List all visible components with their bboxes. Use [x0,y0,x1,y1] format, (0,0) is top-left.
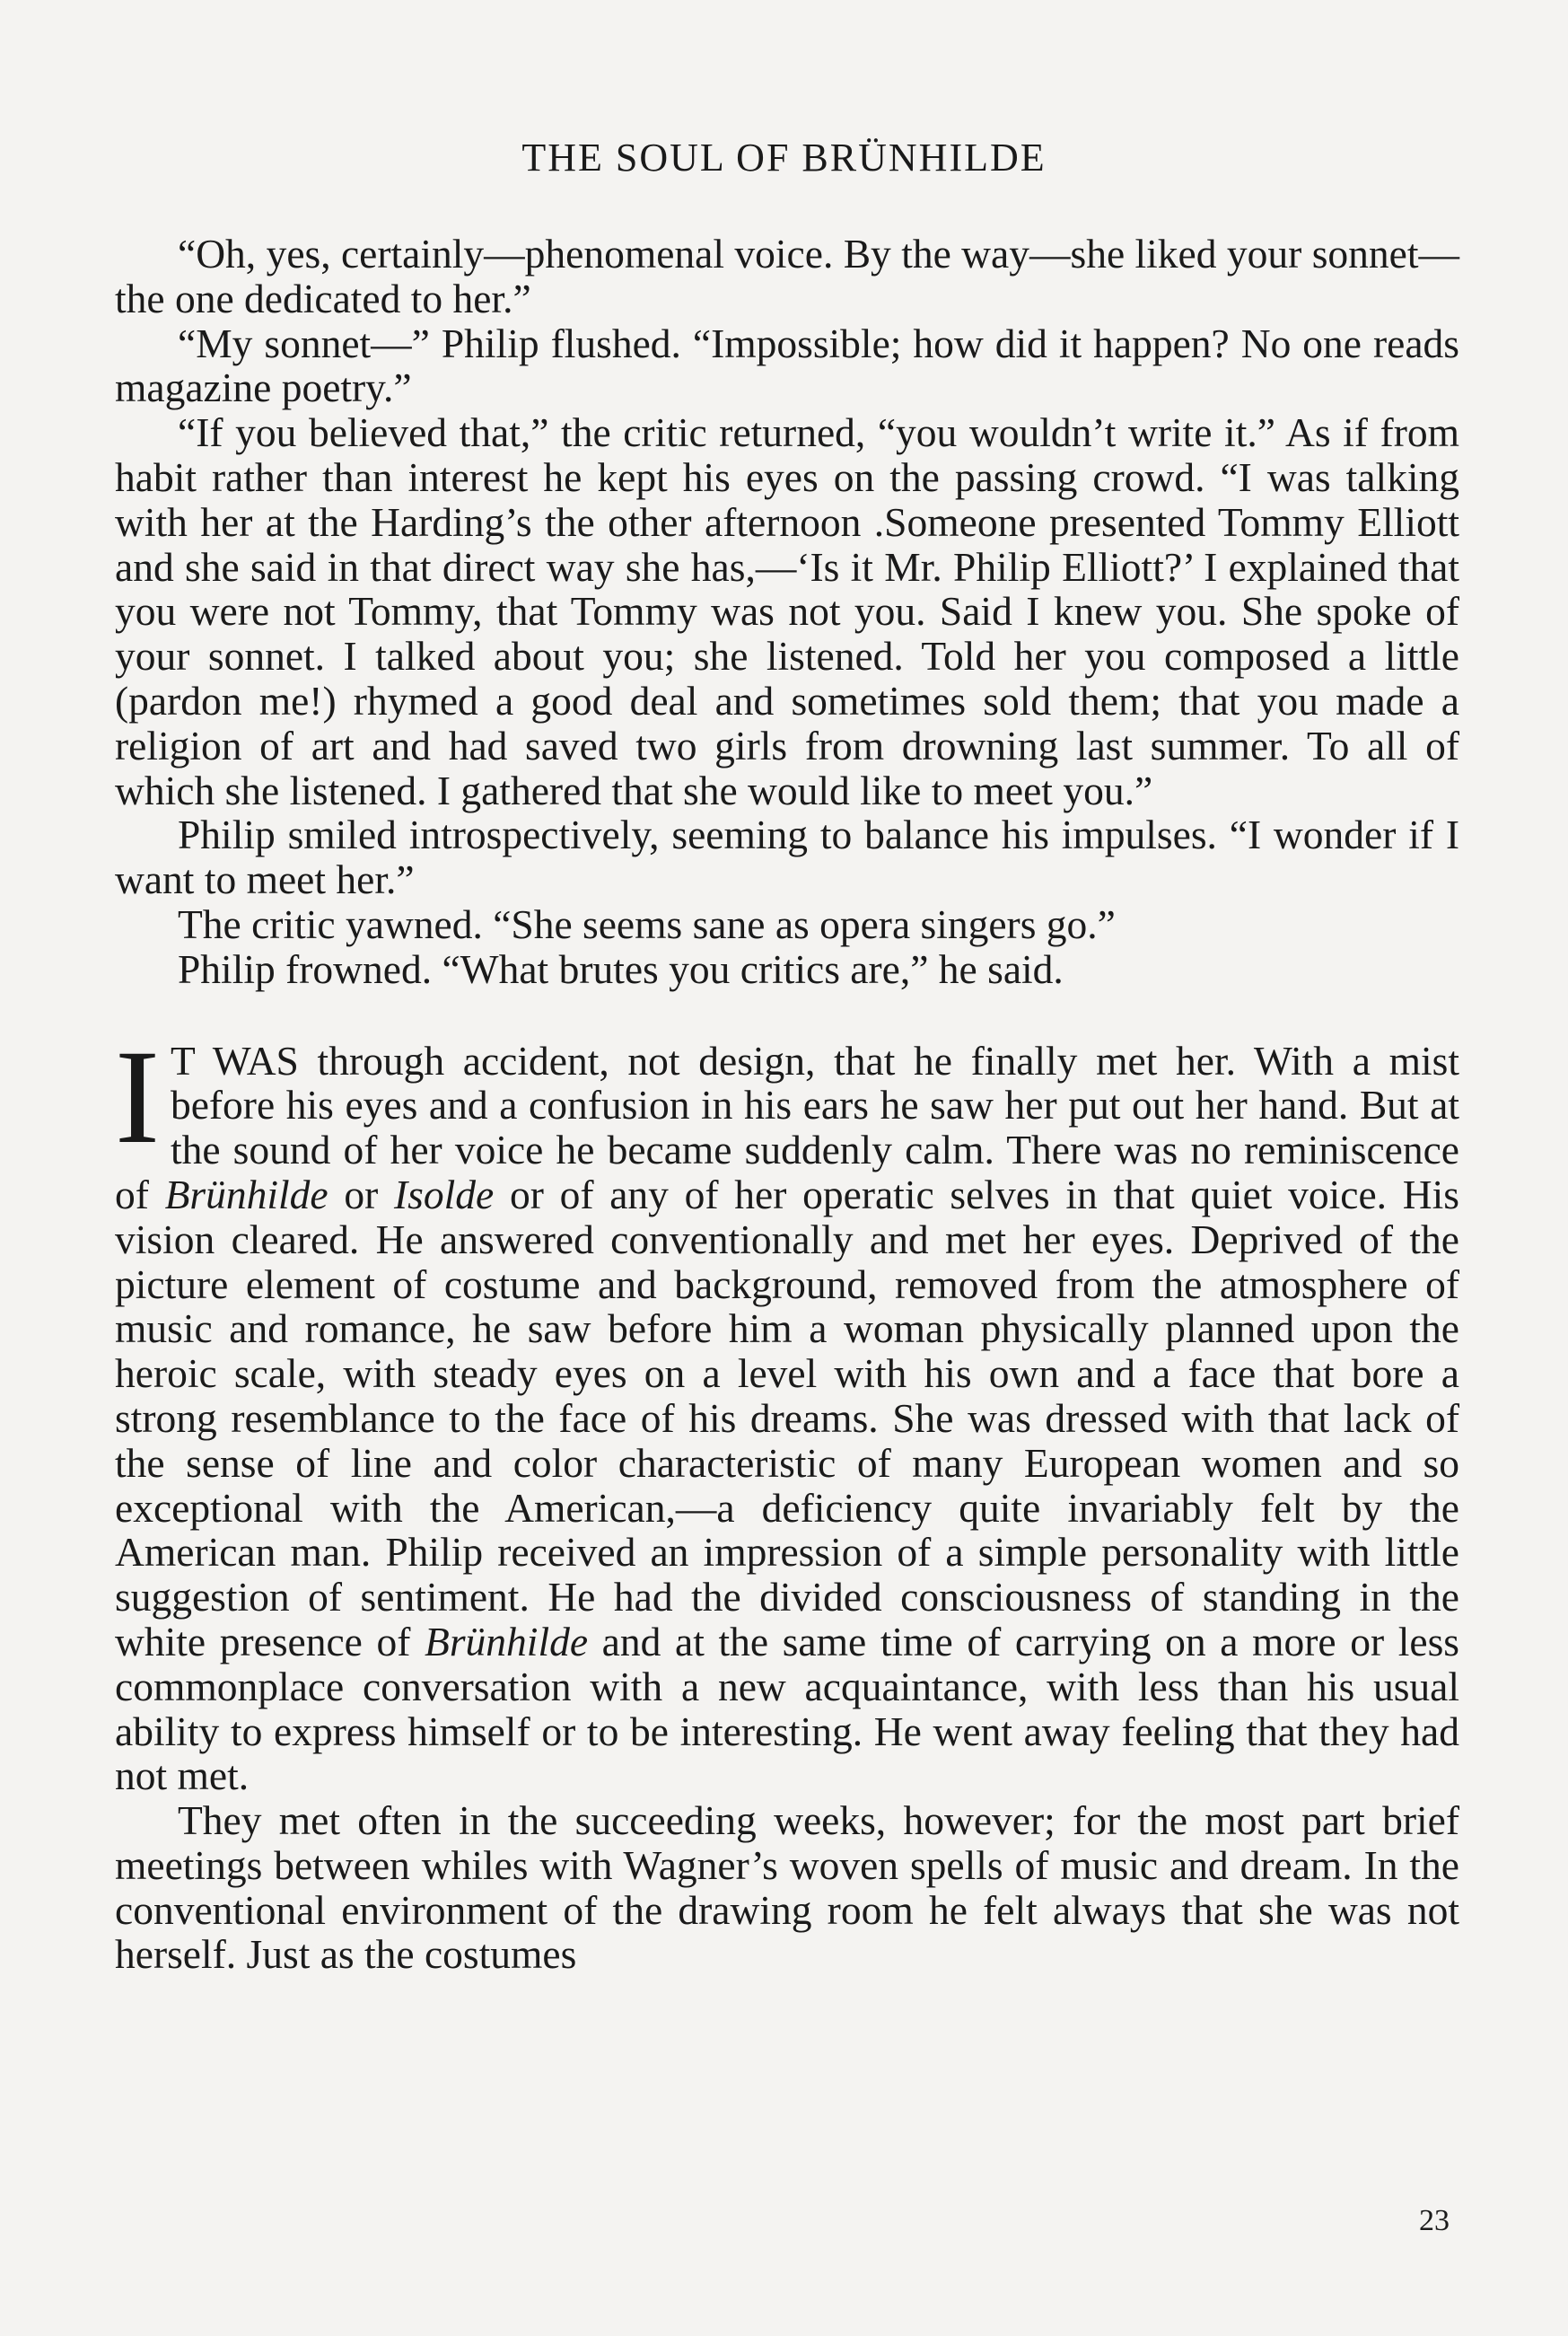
paragraph: “My sonnet—” Philip flushed. “Impossible; how did it happen? No one reads magazine poetry.” [115,320,1459,411]
text-run: T WAS through accident, not design, that he finally met her. With a mist before his eyes and a confusion in his ears he saw her put out her hand. But at the sound of her voice he became suddenly calm. There was no reminiscence of [115,1037,1459,1217]
section-break [115,992,1459,1039]
running-head: THE SOUL OF BRÜNHILDE [521,136,1047,180]
body-text [115,232,1459,1977]
drop-cap: I [115,1022,160,1172]
page-number: 23 [1419,2204,1450,2237]
text-run: and at the same time of carrying on a more or less commonplace conversation with a new acquaintance, with less than his usual ability to express himself or to be interesting. He went away feeling that they had not met. [115,1618,1459,1799]
text-run: or [328,1171,395,1217]
italic-title: Isolde [394,1171,495,1217]
italic-title: Brünhilde [425,1618,589,1664]
paragraph: Philip frowned. “What brutes you critics are,” he said. [178,945,1064,992]
paragraph: The critic yawned. “She seems sane as opera singers go.” [178,900,1116,947]
italic-title: Brünhilde [164,1171,328,1217]
paragraph: “Oh, yes, certainly—phenomenal voice. By the way—she liked your sonnet—the one dedicated to her.” [115,231,1459,321]
section-opening-paragraph [115,1022,1459,1799]
text-run: or of any of her operatic selves in that quiet voice. His vision cleared. He answered conventionally and met her eyes. Deprived of the picture element of costume and background, removed from the atmosphere of music and romance, he saw before him a woman physically planned upon the heroic scale, with steady eyes on a level with his own and a face that bore a strong resemblance to the face of his dreams. She was dressed with that lack of the sense of line and color characteristic of many European women and so exceptional with the American,—a deficiency quite invariably felt by the American man. Philip received an impression of a simple personality with little suggestion of sentiment. He had the divided consciousness of standing in the white presence of [115,1171,1459,1664]
paragraph: “If you believed that,” the critic returned, “you wouldn’t write it.” As if from habit rather than interest he kept his eyes on the passing crowd. “I was talking with her at the Harding’s the other afternoon .Someone presented Tommy Elliott and she said in that direct way she has,—‘Is it Mr. Philip Elliott?’ I explained that you were not Tommy, that Tommy was not you. Said I knew you. She spoke of your sonnet. I talked about you; she listened. Told her you composed a little (pardon me!) rhymed a good deal and sometimes sold them; that you made a religion of art and had saved two girls from drowning last summer. To all of which she listened. I gathered that she would like to meet you.” [115,409,1459,813]
paragraph: Philip smiled introspectively, seeming to balance his impulses. “I wonder if I want to meet her.” [115,812,1459,903]
paragraph: They met often in the succeeding weeks, however; for the most part brief meetings between whiles with Wagner’s woven spells of music and dream. In the conventional environment of the drawing room he felt always that she was not herself. Just as the costumes [115,1797,1459,1978]
